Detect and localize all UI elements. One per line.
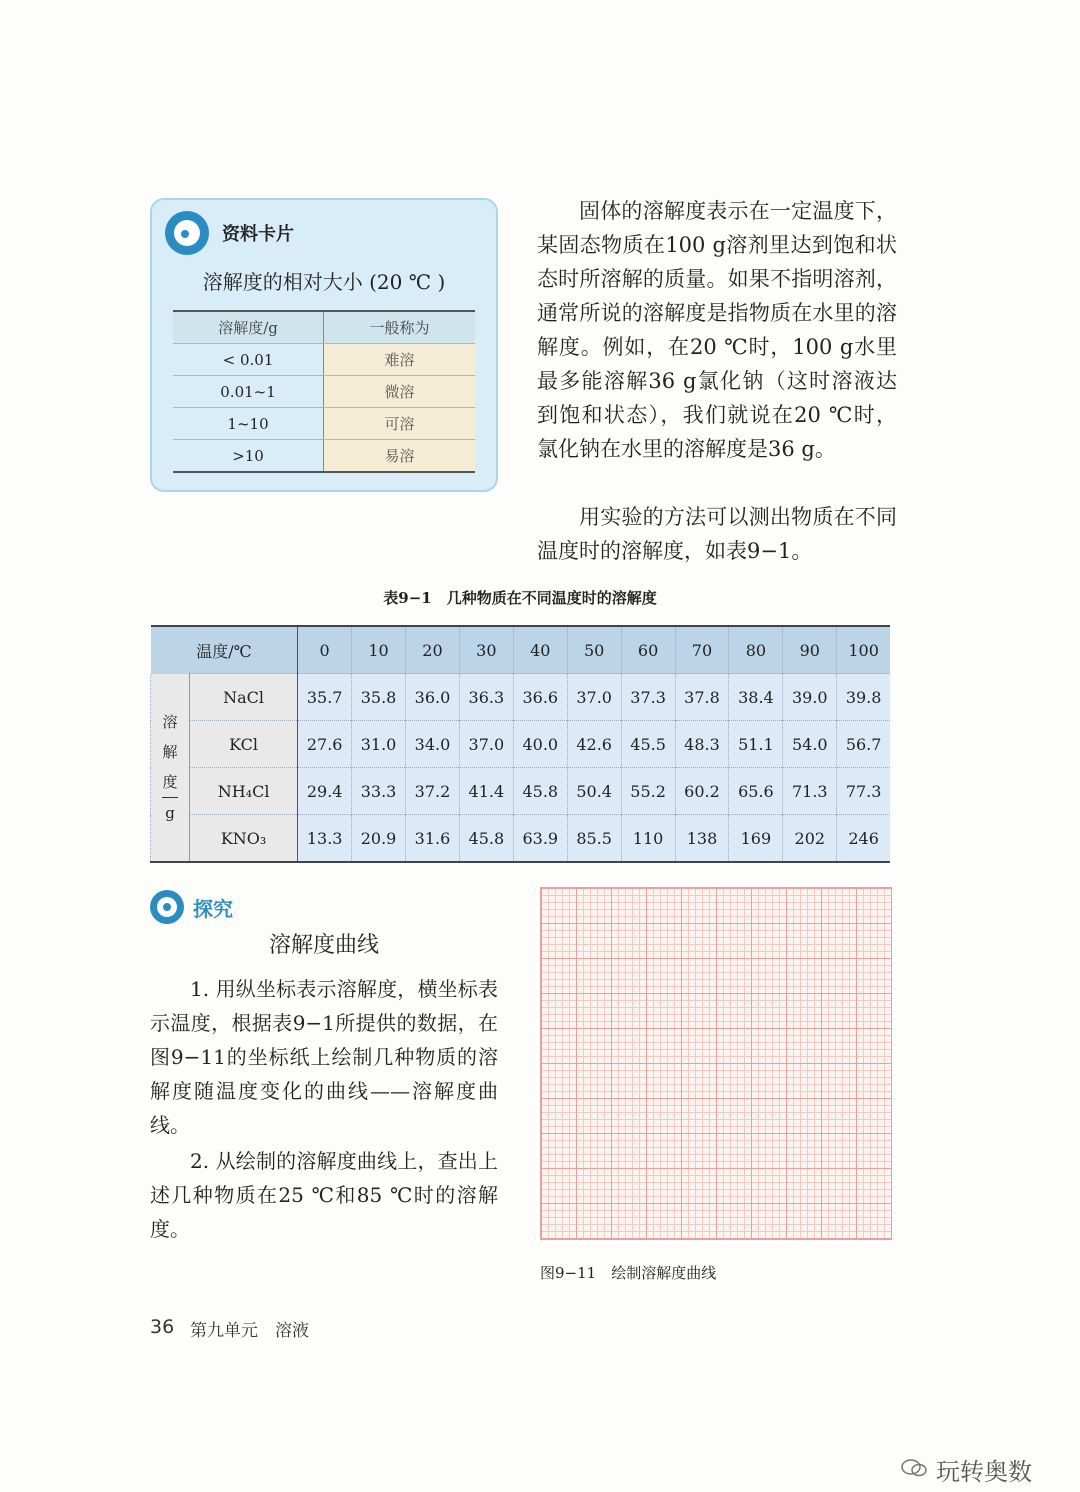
- info-card-tag: 资料卡片: [222, 224, 294, 245]
- temperature-cell: 100: [837, 626, 890, 674]
- table-row: [173, 344, 475, 376]
- temperature-cell: 0: [298, 626, 352, 674]
- vertical-label-unit: g: [162, 797, 178, 828]
- table-cell: 13.3: [298, 815, 352, 863]
- table-row: [173, 376, 475, 408]
- explore-step-1: 1. 用纵坐标表示溶解度，横坐标表示温度，根据表9−1所提供的数据，在图9−11的坐标纸上绘制几种物质的溶解度随温度变化的曲线——溶解度曲线。: [150, 977, 498, 1137]
- table-cell: 42.6: [567, 721, 621, 768]
- table-row: [173, 440, 475, 473]
- table-cell: 48.3: [675, 721, 729, 768]
- graph-paper: [540, 887, 892, 1240]
- table-cell: 20.9: [352, 815, 406, 863]
- temperature-cell: 70: [675, 626, 729, 674]
- table-cell: 37.2: [406, 768, 460, 815]
- explore-icon: [150, 890, 184, 924]
- table-cell: 65.6: [729, 768, 783, 815]
- temperature-cell: 90: [783, 626, 837, 674]
- table-cell: 54.0: [783, 721, 837, 768]
- temperature-header: 温度/℃: [151, 626, 298, 674]
- table-cell: 63.9: [513, 815, 567, 863]
- table-cell: 29.4: [298, 768, 352, 815]
- table-cell: 77.3: [837, 768, 890, 815]
- table-cell: 71.3: [783, 768, 837, 815]
- table-row: [151, 721, 891, 768]
- explore-step-2: 2. 从绘制的溶解度曲线上，查出上述几种物质在25 ℃和85 ℃时的溶解度。: [150, 1149, 498, 1241]
- table-cell: 60.2: [675, 768, 729, 815]
- table-header: 一般称为: [324, 311, 475, 344]
- table-cell: 138: [675, 815, 729, 863]
- table-cell: < 0.01: [173, 344, 324, 376]
- table-cell: 246: [837, 815, 890, 863]
- table-cell: 35.8: [352, 674, 406, 721]
- solubility-data-table: [150, 625, 890, 863]
- table-cell: 36.3: [459, 674, 513, 721]
- table-cell: 可溶: [324, 408, 475, 440]
- page-number: 36: [150, 1316, 175, 1338]
- table-cell: 39.8: [837, 674, 890, 721]
- table-cell: 51.1: [729, 721, 783, 768]
- table-cell: 0.01~1: [173, 376, 324, 408]
- table-cell: 37.8: [675, 674, 729, 721]
- table-cell: 36.6: [513, 674, 567, 721]
- temperature-cell: 80: [729, 626, 783, 674]
- table-cell: 38.4: [729, 674, 783, 721]
- vertical-label-char: 度: [162, 772, 178, 791]
- table-row: [173, 408, 475, 440]
- temperature-cell: 50: [567, 626, 621, 674]
- table-cell: 37.0: [567, 674, 621, 721]
- table-cell: 31.0: [352, 721, 406, 768]
- table-cell: 110: [621, 815, 675, 863]
- substance-label: NaCl: [190, 674, 298, 721]
- explore-tag: 探究: [193, 897, 233, 921]
- table-cell: 50.4: [567, 768, 621, 815]
- table-cell: 1~10: [173, 408, 324, 440]
- table-cell: 微溶: [324, 376, 475, 408]
- table-header-row: [151, 626, 891, 674]
- explore-subtitle: 溶解度曲线: [268, 933, 379, 958]
- substance-label: NH₄Cl: [190, 768, 298, 815]
- unit-title: 第九单元 溶液: [190, 1321, 309, 1341]
- table-cell: 85.5: [567, 815, 621, 863]
- table-cell: 35.7: [298, 674, 352, 721]
- substance-label: KNO₃: [190, 815, 298, 863]
- table-cell: 33.3: [352, 768, 406, 815]
- info-card-icon: [165, 211, 209, 255]
- table-cell: 易溶: [324, 440, 475, 473]
- table-cell: >10: [173, 440, 324, 473]
- table-cell: 难溶: [324, 344, 475, 376]
- table-caption: 表9−1 几种物质在不同温度时的溶解度: [383, 589, 657, 607]
- table-cell: 39.0: [783, 674, 837, 721]
- paragraph-definition: 固体的溶解度表示在一定温度下，某固态物质在100 g溶剂里达到饱和状态时所溶解的质量。如果不指明溶剂，通常所说的溶解度是指物质在水里的溶解度。例如，在20 ℃时，100 g水里最多能溶解36 g氯化钠（这时溶液达到饱和状态），我们就说在20 ℃时，氯化钠在水里的溶解度是36 g。: [537, 199, 897, 461]
- table-cell: 31.6: [406, 815, 460, 863]
- temperature-cell: 20: [406, 626, 460, 674]
- temperature-cell: 40: [513, 626, 567, 674]
- temperature-cell: 30: [459, 626, 513, 674]
- solubility-class-table: [173, 310, 475, 473]
- table-cell: 41.4: [459, 768, 513, 815]
- table-cell: 56.7: [837, 721, 890, 768]
- table-cell: 34.0: [406, 721, 460, 768]
- table-cell: 40.0: [513, 721, 567, 768]
- wechat-icon: [900, 1458, 928, 1478]
- info-card-title: 溶解度的相对大小 (20 ℃ ): [202, 270, 446, 294]
- table-row: [151, 768, 891, 815]
- table-cell: 45.8: [459, 815, 513, 863]
- substance-label: KCl: [190, 721, 298, 768]
- solubility-row-label: [151, 674, 190, 863]
- table-cell: 27.6: [298, 721, 352, 768]
- watermark: 玩转奥数: [936, 1458, 1032, 1486]
- temperature-cell: 60: [621, 626, 675, 674]
- table-row: [151, 674, 891, 721]
- table-cell: 36.0: [406, 674, 460, 721]
- table-header: 溶解度/g: [173, 311, 324, 344]
- table-cell: 37.3: [621, 674, 675, 721]
- table-cell: 169: [729, 815, 783, 863]
- figure-caption: 图9−11 绘制溶解度曲线: [540, 1264, 717, 1282]
- vertical-label-char: 溶: [162, 712, 178, 731]
- table-cell: 45.5: [621, 721, 675, 768]
- table-cell: 55.2: [621, 768, 675, 815]
- temperature-cell: 10: [352, 626, 406, 674]
- vertical-label-char: 解: [162, 742, 178, 761]
- paragraph-experiment: 用实验的方法可以测出物质在不同温度时的溶解度，如表9−1。: [537, 505, 897, 563]
- table-cell: 37.0: [459, 721, 513, 768]
- table-cell: 202: [783, 815, 837, 863]
- table-row: [151, 815, 891, 863]
- table-cell: 45.8: [513, 768, 567, 815]
